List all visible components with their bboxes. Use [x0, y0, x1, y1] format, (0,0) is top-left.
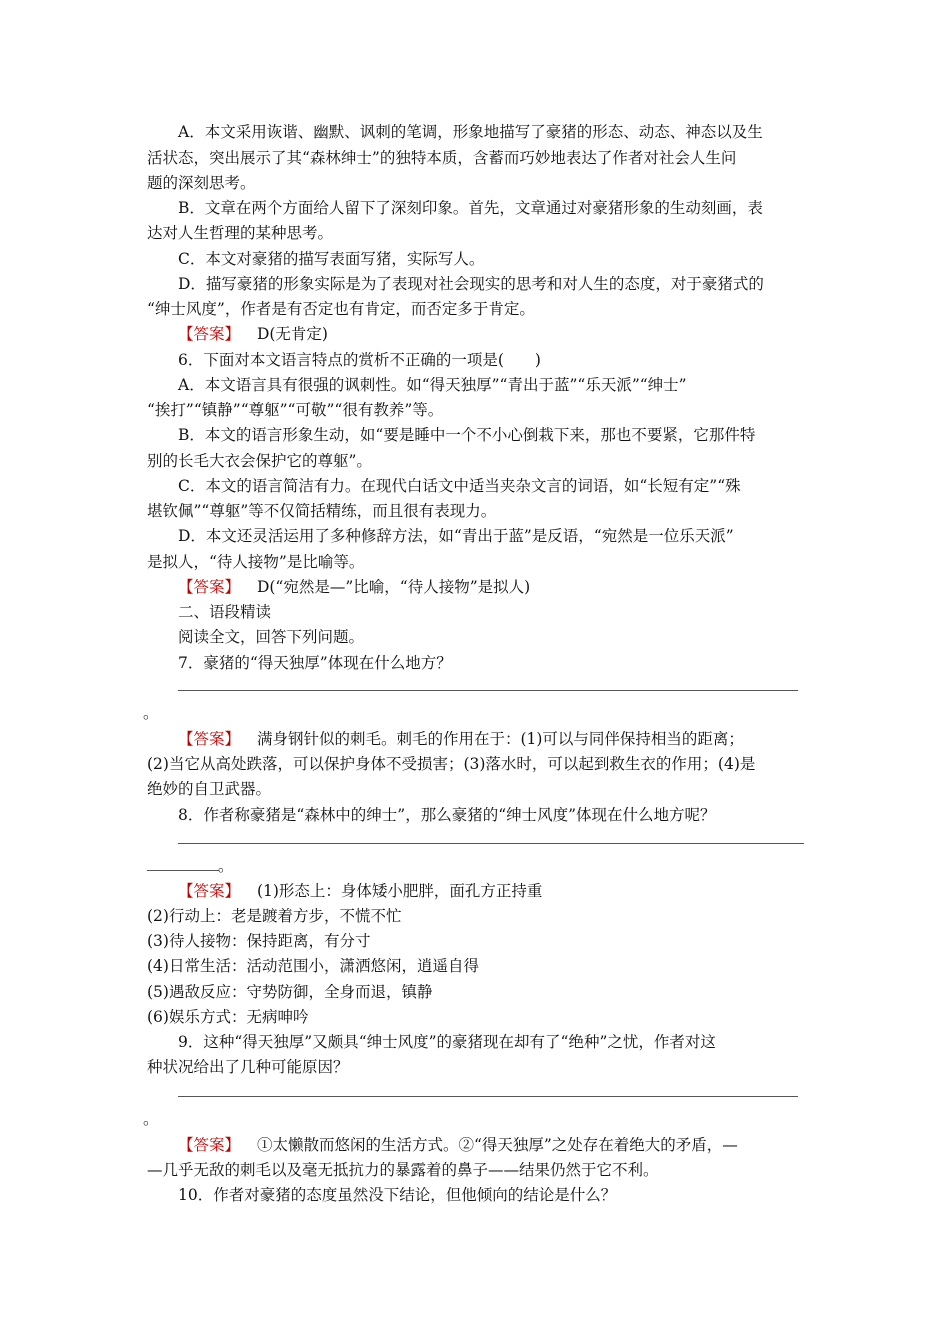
answer-q8-item-5: (5)遇敌反应：守势防御，全身而退，镇静 — [147, 983, 433, 1001]
answer-tag: 【答案】 — [178, 730, 241, 748]
answer-q9 — [178, 1135, 738, 1155]
answer-blank-line — [178, 1096, 798, 1097]
option-d-line-2: “绅士风度”，作者是有否定也有肯定，而否定多于肯定。 — [147, 300, 535, 318]
option-a-line-2: 活状态，突出展示了其“森林绅士”的独特本质，含蓄而巧妙地表达了作者对社会人生问 — [147, 149, 737, 167]
q6-option-d-line-2: 是拟人，“待人接物”是比喻等。 — [147, 553, 365, 571]
blank-period: 。 — [143, 704, 159, 722]
q6-option-c-line-2: 堪钦佩”“尊躯”等不仅简括精练，而且很有表现力。 — [147, 502, 497, 520]
answer-blank-line — [178, 690, 798, 691]
question-9-line-1: 9．这种“得天独厚”又颇具“绅士风度”的豪猪现在却有了“绝种”之忧，作者对这 — [178, 1033, 716, 1051]
answer-q8 — [178, 881, 542, 901]
option-a-line-3: 题的深刻思考。 — [147, 174, 256, 192]
answer-q8-item-4: (4)日常生活：活动范围小，潇洒悠闲，逍遥自得 — [147, 957, 479, 975]
answer-blank-line — [178, 843, 804, 844]
section-heading: 二、语段精读 — [178, 603, 272, 621]
answer-text: D(“宛然是—”比喻，“待人接物”是拟人) — [256, 578, 531, 596]
q6-option-b-line-1: B．本文的语言形象生动，如“要是睡中一个不小心倒栽下来，那也不要紧，它那件特 — [178, 426, 756, 444]
q6-option-b-line-2: 别的长毛大衣会保护它的尊躯”。 — [147, 452, 372, 470]
question-9-line-2: 种状况给出了几种可能原因？ — [147, 1058, 349, 1076]
answer-q9-line-2: —几乎无敌的刺毛以及毫无抵抗力的暴露着的鼻子——结果仍然于它不利。 — [147, 1161, 659, 1179]
answer-q8-item-3: (3)待人接物：保持距离，有分寸 — [147, 932, 371, 950]
option-a-line-1: A．本文采用诙谐、幽默、讽刺的笔调，形象地描写了豪猪的形态、动态、神态以及生 — [178, 123, 763, 141]
option-b-line-1: B．文章在两个方面给人留下了深刻印象。首先，文章通过对豪猪形象的生动刻画，表 — [178, 199, 763, 217]
option-b-line-2: 达对人生哲理的某种思考。 — [147, 224, 334, 242]
answer-q5 — [178, 324, 328, 344]
q6-option-c-line-1: C．本文的语言简洁有力。在现代白话文中适当夹杂文言的词语，如“长短有定”“殊 — [178, 477, 741, 495]
answer-tag: 【答案】 — [178, 1136, 241, 1154]
option-d-line-1: D．描写豪猪的形象实际是为了表现对社会现实的思考和对人生的态度，对于豪猪式的 — [178, 275, 764, 293]
answer-text: ①太懒散而悠闲的生活方式。②“得天独厚”之处存在着绝大的矛盾，— — [256, 1136, 738, 1154]
question-7: 7．豪猪的“得天独厚”体现在什么地方？ — [178, 654, 452, 672]
question-10: 10．作者对豪猪的态度虽然没下结论，但他倾向的结论是什么？ — [178, 1186, 617, 1204]
question-6: 6．下面对本文语言特点的赏析不正确的一项是( ) — [178, 351, 541, 369]
answer-text: D(无肯定) — [256, 325, 328, 343]
q6-option-a-line-2: “挨打”“镇静”“尊躯”“可敬”“很有教养”等。 — [147, 401, 444, 419]
option-c-line: C．本文对豪猪的描写表面写猪，实际写人。 — [178, 250, 485, 268]
section-instruction: 阅读全文，回答下列问题。 — [178, 628, 365, 646]
answer-q8-item-6: (6)娱乐方式：无病呻吟 — [147, 1008, 309, 1026]
blank-period: 。 — [143, 1110, 159, 1128]
q6-option-d-line-1: D．本文还灵活运用了多种修辞方法，如“青出于蓝”是反语，“宛然是一位乐天派” — [178, 527, 734, 545]
answer-q7-line-2: (2)当它从高处跌落，可以保护身体不受损害；(3)落水时，可以起到救生衣的作用；(4)是 — [147, 755, 756, 773]
answer-q7 — [178, 729, 744, 749]
answer-tag: 【答案】 — [178, 882, 241, 900]
answer-q7-line-3: 绝妙的自卫武器。 — [147, 780, 272, 798]
answer-blank-short — [147, 870, 219, 871]
answer-tag: 【答案】 — [178, 578, 241, 596]
answer-q6 — [178, 577, 530, 597]
blank-period: 。 — [218, 857, 234, 875]
q6-option-a-line-1: A．本文语言具有很强的讽刺性。如“得天独厚”“青出于蓝”“乐天派”“绅士” — [178, 376, 687, 394]
answer-tag: 【答案】 — [178, 325, 241, 343]
answer-text: (1)形态上：身体矮小肥胖，面孔方正持重 — [256, 882, 543, 900]
question-8: 8．作者称豪猪是“森林中的绅士”，那么豪猪的“绅士风度”体现在什么地方呢？ — [178, 806, 716, 824]
answer-q8-item-2: (2)行动上：老是踱着方步，不慌不忙 — [147, 907, 402, 925]
answer-text: 满身钢针似的刺毛。刺毛的作用在于：(1)可以与同伴保持相当的距离； — [256, 730, 744, 748]
